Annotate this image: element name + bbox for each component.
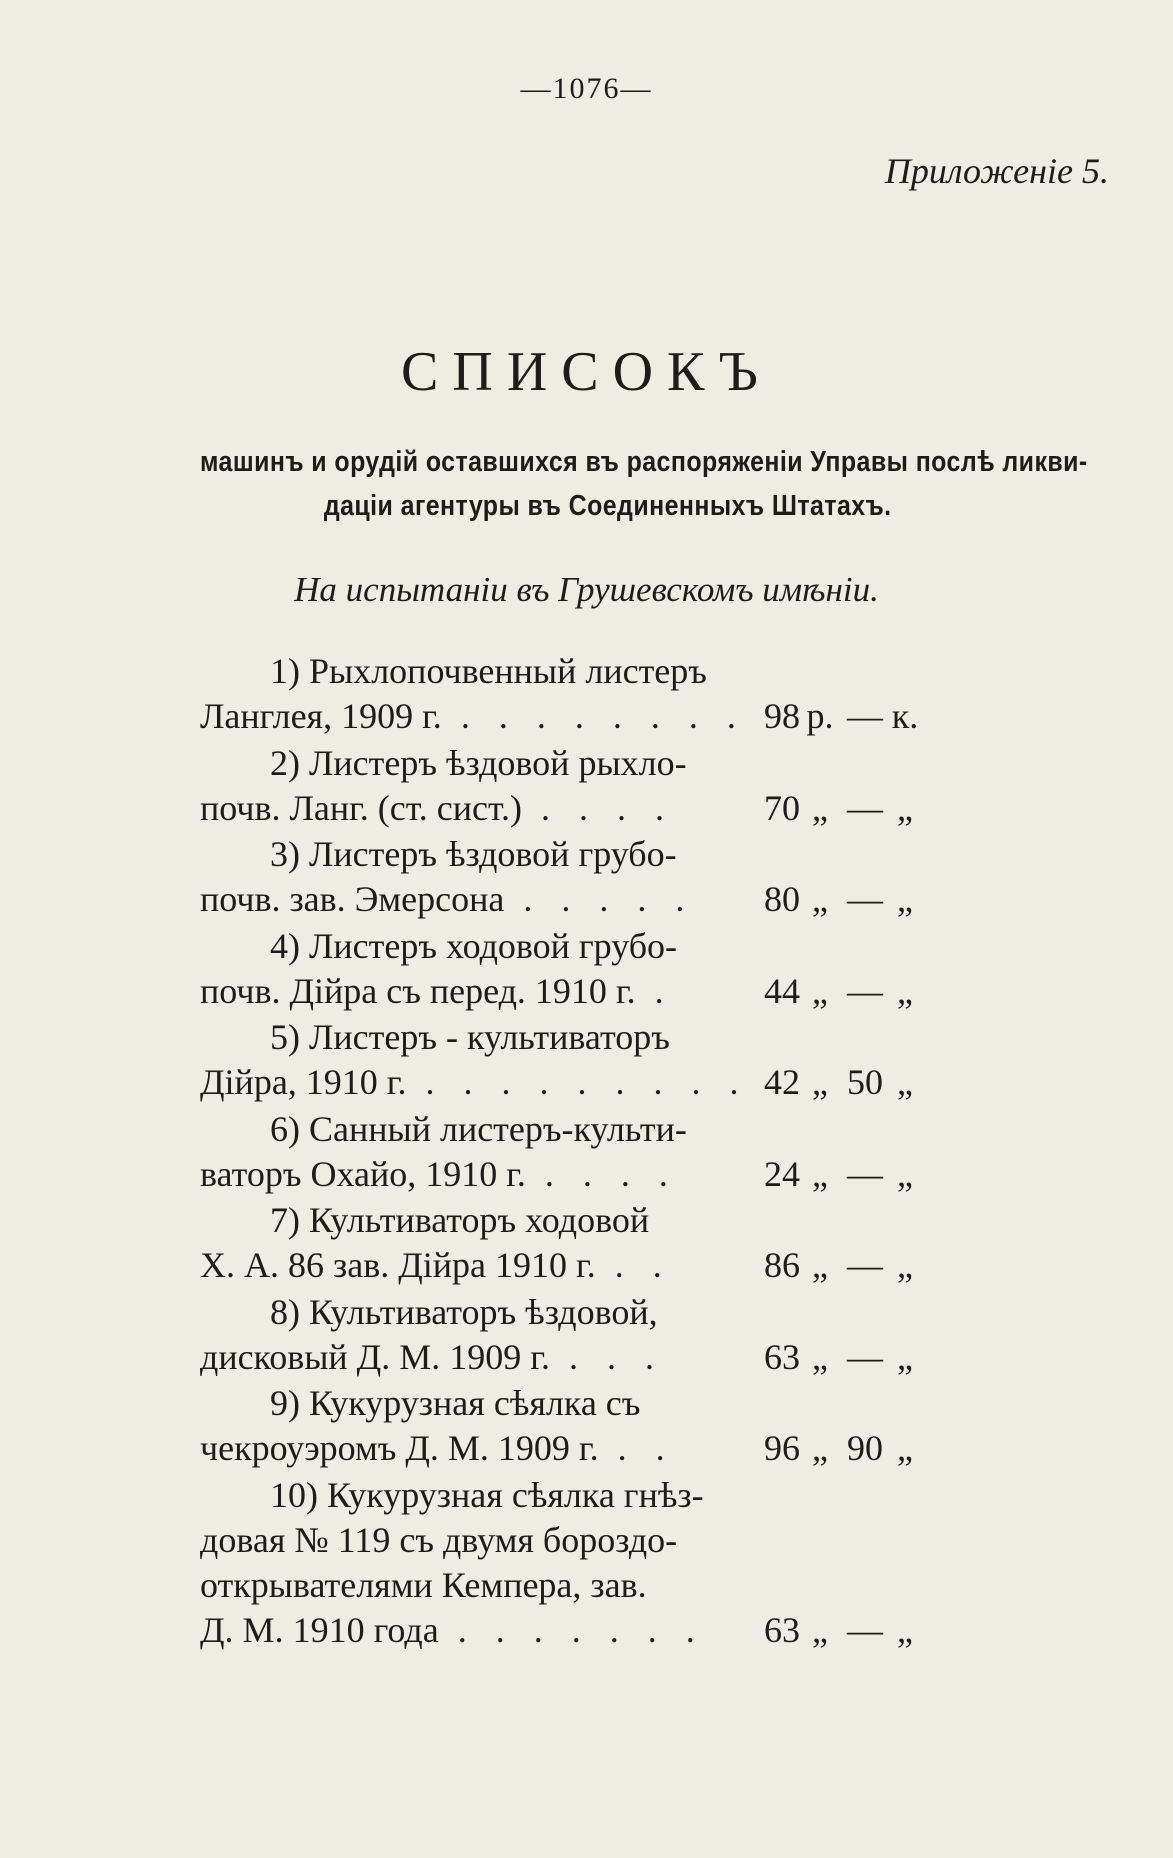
- item-number: 6): [270, 1108, 300, 1149]
- item-price: [758, 1153, 958, 1195]
- list-item: [200, 1016, 960, 1108]
- item-price: [758, 1427, 958, 1469]
- item-price: [758, 878, 958, 920]
- price-kopecks: —: [847, 1336, 883, 1377]
- item-number: 10): [270, 1474, 318, 1515]
- price-rubles: 98: [764, 696, 800, 736]
- list-item: [200, 742, 960, 834]
- kopecks-unit: „: [897, 1062, 913, 1102]
- item-text-line3: открывателями Кемпера, зав.: [200, 1564, 647, 1605]
- item-price: [758, 1061, 958, 1103]
- leader-dots: . . . .: [522, 787, 675, 828]
- list-item: [200, 650, 960, 742]
- rubles-unit: „: [812, 970, 828, 1011]
- item-text-line1: Культиваторъ ѣздовой,: [309, 1291, 658, 1332]
- price-kopecks: —: [847, 696, 883, 736]
- price-rubles: 80: [764, 879, 800, 919]
- item-number: 4): [270, 925, 300, 966]
- leader-dots: . . . . . . . .: [441, 696, 746, 736]
- rubles-unit: „: [812, 1153, 828, 1194]
- leader-dots: . . . . . . . . .: [406, 1062, 749, 1102]
- item-price: [758, 787, 958, 829]
- item-text-line1: Листеръ - культиваторъ: [309, 1017, 670, 1057]
- rubles-unit: „: [812, 787, 828, 828]
- item-text-line1: Листеръ ѣздовой рыхло-: [309, 742, 687, 783]
- item-number: 2): [270, 742, 300, 783]
- item-number: 1): [270, 651, 300, 691]
- kopecks-unit: „: [897, 1609, 913, 1650]
- leader-dots: . . .: [549, 1336, 664, 1377]
- price-kopecks: —: [847, 1153, 883, 1194]
- item-text-line4: Д. М. 1910 года: [200, 1609, 439, 1650]
- item-number: 8): [270, 1291, 300, 1332]
- leader-dots: . . . . .: [504, 879, 695, 919]
- price-rubles: 86: [764, 1245, 800, 1285]
- item-text-line2: чекроуэромъ Д. М. 1909 г.: [200, 1428, 599, 1468]
- item-number: 7): [270, 1200, 300, 1240]
- leader-dots: .: [635, 970, 674, 1011]
- price-kopecks: 50: [847, 1062, 883, 1102]
- appendix-label: Приложеніе 5.: [884, 151, 1109, 191]
- kopecks-unit: „: [897, 1336, 913, 1377]
- page-number: —1076—: [520, 72, 653, 105]
- item-text-line2: Х. А. 86 зав. Дійра 1910 г.: [200, 1245, 596, 1285]
- kopecks-unit: „: [897, 1153, 913, 1194]
- list-item: [200, 1382, 960, 1474]
- price-kopecks: —: [847, 1609, 883, 1650]
- rubles-unit: р.: [806, 696, 834, 736]
- item-price: [758, 1609, 958, 1651]
- list-item: [200, 1474, 960, 1664]
- list-item: [200, 925, 960, 1017]
- list-item: [200, 1291, 960, 1383]
- leader-dots: . .: [598, 1428, 675, 1468]
- price-kopecks: 90: [847, 1428, 883, 1468]
- item-text-line2: довая № 119 съ двумя бороздо-: [200, 1519, 678, 1560]
- item-text-line1: Рыхлопочвенный листеръ: [309, 651, 707, 691]
- subtitle: [200, 440, 1088, 528]
- item-text-line2: дисковый Д. М. 1909 г.: [200, 1336, 550, 1377]
- leader-dots: . . . . . . .: [438, 1609, 705, 1650]
- item-price: [758, 1336, 958, 1378]
- equipment-list: [200, 650, 960, 1664]
- price-rubles: 24: [764, 1153, 800, 1194]
- item-text-line2: Дійра, 1910 г.: [200, 1062, 407, 1102]
- price-rubles: 70: [764, 787, 800, 828]
- kopecks-unit: „: [897, 879, 913, 919]
- rubles-unit: „: [812, 1245, 828, 1285]
- item-price: [758, 695, 958, 737]
- item-text-line2: почв. Дійра съ перед. 1910 г.: [200, 970, 636, 1011]
- price-rubles: 44: [764, 970, 800, 1011]
- rubles-unit: „: [812, 1336, 828, 1377]
- kopecks-unit: „: [897, 787, 913, 828]
- item-text-line2: почв. зав. Эмерсона: [200, 879, 505, 919]
- page-title: СПИСОКЪ: [401, 341, 772, 403]
- price-kopecks: —: [847, 1245, 883, 1285]
- list-item: [200, 1108, 960, 1200]
- kopecks-unit: „: [897, 1428, 913, 1468]
- item-text-line1: Санный листеръ-культи-: [309, 1108, 687, 1149]
- rubles-unit: „: [812, 879, 828, 919]
- price-rubles: 63: [764, 1336, 800, 1377]
- leader-dots: . .: [595, 1245, 672, 1285]
- item-price: [758, 970, 958, 1012]
- item-text-line1: Кукурузная сѣялка гнѣз-: [327, 1474, 704, 1515]
- rubles-unit: „: [812, 1062, 828, 1102]
- item-text-line2: ваторъ Охайо, 1910 г.: [200, 1153, 526, 1194]
- price-rubles: 63: [764, 1609, 800, 1650]
- leader-dots: . . . .: [525, 1153, 678, 1194]
- item-text-line2: Ланглея, 1909 г.: [200, 696, 442, 736]
- item-text-line1: Кукурузная сѣялка съ: [309, 1383, 641, 1423]
- rubles-unit: „: [812, 1428, 828, 1468]
- item-text-line2: почв. Ланг. (ст. сист.): [200, 787, 523, 828]
- subtitle-line-2: даціи агентуры въ Соединенныхъ Штатахъ.: [323, 490, 892, 522]
- subtitle-line-1: машинъ и орудій оставшихся въ распоряженіи Управы послѣ ликви-: [200, 446, 1088, 478]
- price-kopecks: —: [847, 787, 883, 828]
- item-number: 5): [270, 1017, 300, 1057]
- list-item: [200, 833, 960, 925]
- price-kopecks: —: [847, 970, 883, 1011]
- price-rubles: 42: [764, 1062, 800, 1102]
- item-price: [758, 1244, 958, 1286]
- price-kopecks: —: [847, 879, 883, 919]
- item-text-line1: Листеръ ѣздовой грубо-: [309, 834, 677, 874]
- item-text-line1: Листеръ ходовой грубо-: [309, 925, 678, 966]
- list-item: [200, 1199, 960, 1291]
- item-text-line1: Культиваторъ ходовой: [309, 1200, 650, 1240]
- section-heading: На испытаніи въ Грушевскомъ имѣніи.: [294, 570, 879, 609]
- kopecks-unit: к.: [891, 696, 919, 736]
- item-number: 9): [270, 1383, 300, 1423]
- price-rubles: 96: [764, 1428, 800, 1468]
- rubles-unit: „: [812, 1609, 828, 1650]
- item-number: 3): [270, 834, 300, 874]
- kopecks-unit: „: [897, 1245, 913, 1285]
- kopecks-unit: „: [897, 970, 913, 1011]
